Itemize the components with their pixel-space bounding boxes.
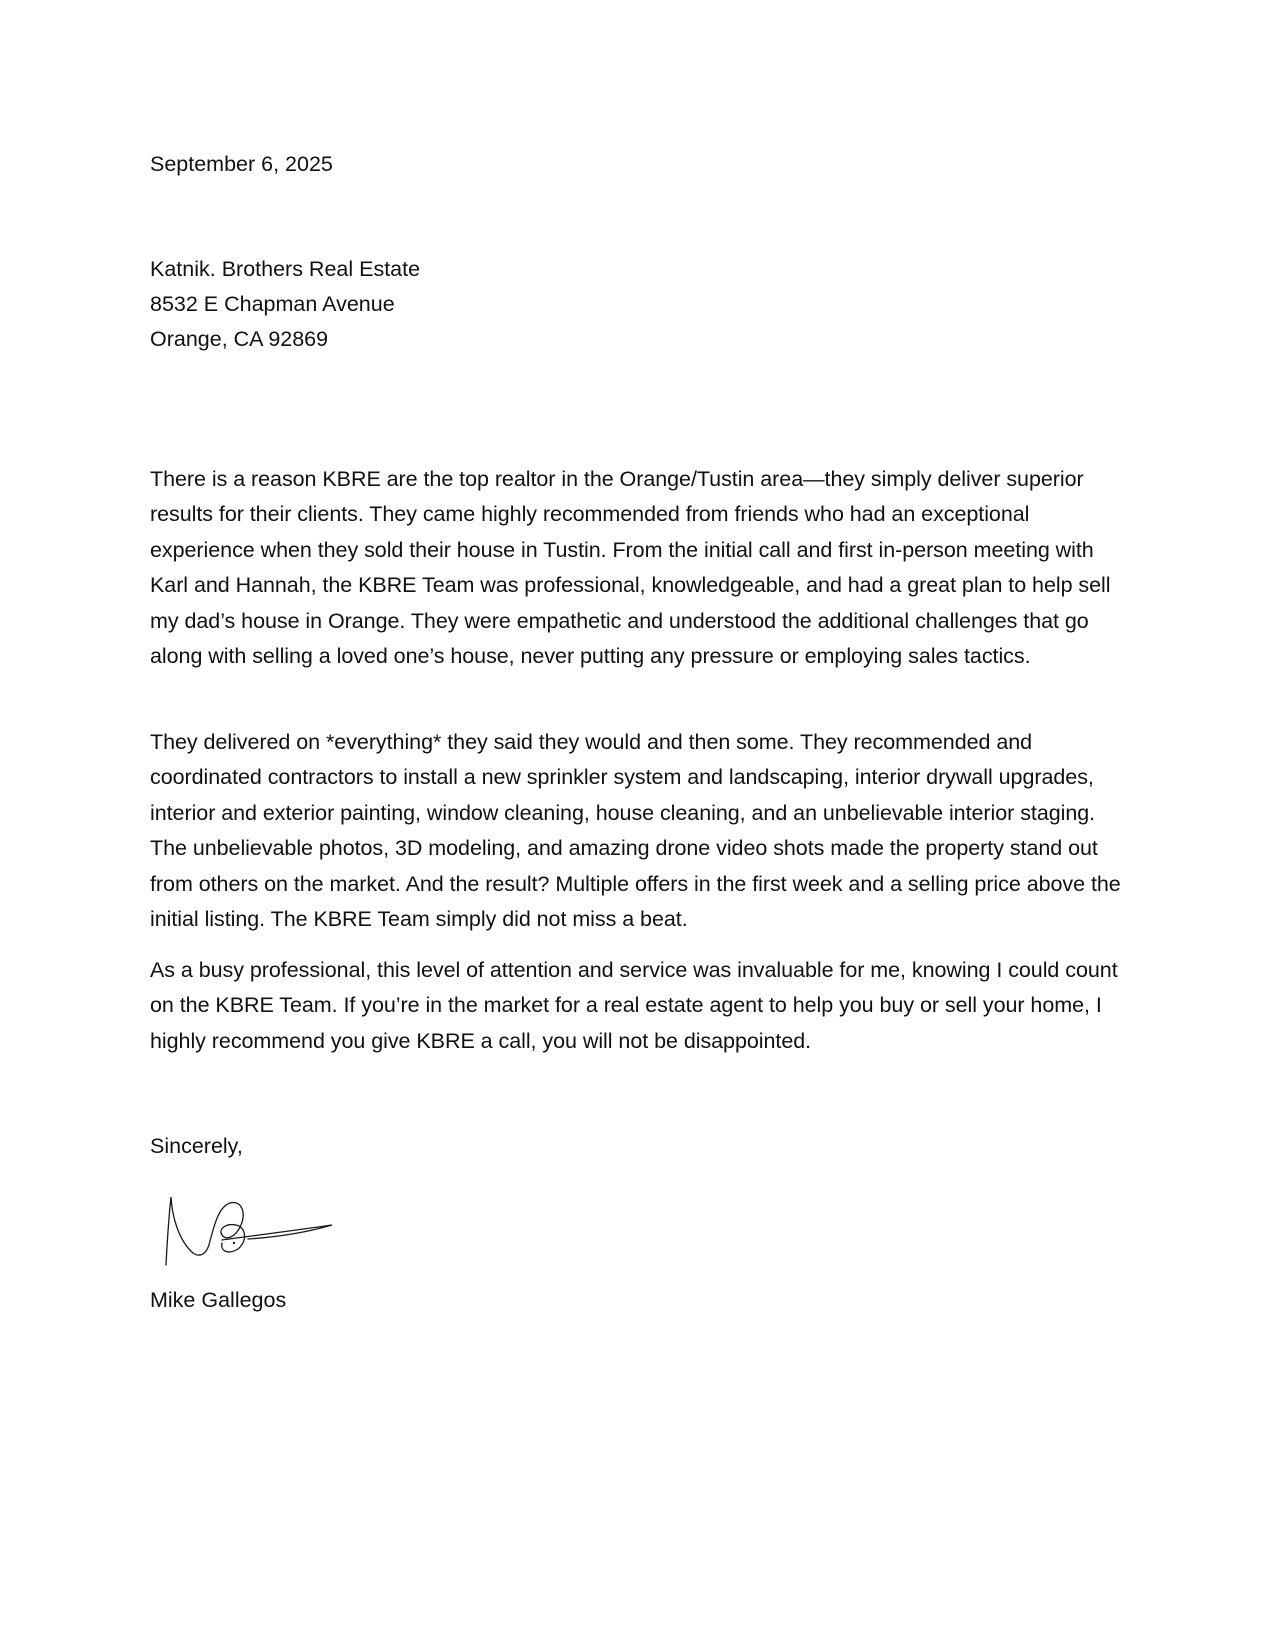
handwritten-signature (158, 1185, 348, 1275)
recipient-street: 8532 E Chapman Avenue (150, 292, 395, 316)
body-paragraph-3: As a busy professional, this level of attention and service was invaluable for me, knowing I could count on the KBRE Team. If you’re in the market for a real estate agent to help you buy or sell your home, I highly recommend you give KBRE a call, you will not be disappointed. (150, 958, 1118, 1053)
letter-date: September 6, 2025 (150, 152, 333, 176)
signer-name: Mike Gallegos (150, 1288, 287, 1312)
body-paragraph-2: They delivered on *everything* they said they would and then some. They recommended and coordinated contractors to install a new sprinkler system and landscaping, interior drywall upgrades, interior and exterior painting, window cleaning, house cleaning, and an unbelievable interior staging. The unbelievable photos, 3D modeling, and amazing drone video shots made the property stand out from others on the market. And the result? Multiple offers in the first week and a selling price above the initial listing. The KBRE Team simply did not miss a beat. (150, 730, 1121, 932)
recipient-address (150, 252, 420, 357)
recipient-name: Katnik. Brothers Real Estate (150, 257, 421, 281)
body-paragraph-1: There is a reason KBRE are the top realtor in the Orange/Tustin area—they simply deliver superior results for their clients. They came highly recommended from friends who had an exceptional experience when they sold their house in Tustin. From the initial call and first in-person meeting with Karl and Hannah, the KBRE Team was professional, knowledgeable, and had a great plan to help sell my dad’s house in Orange. They were empathetic and understood the additional challenges that go along with selling a loved one’s house, never putting any pressure or employing sales tactics. (150, 467, 1111, 669)
recipient-city-state-zip: Orange, CA 92869 (150, 327, 329, 351)
closing: Sincerely, (150, 1134, 243, 1158)
